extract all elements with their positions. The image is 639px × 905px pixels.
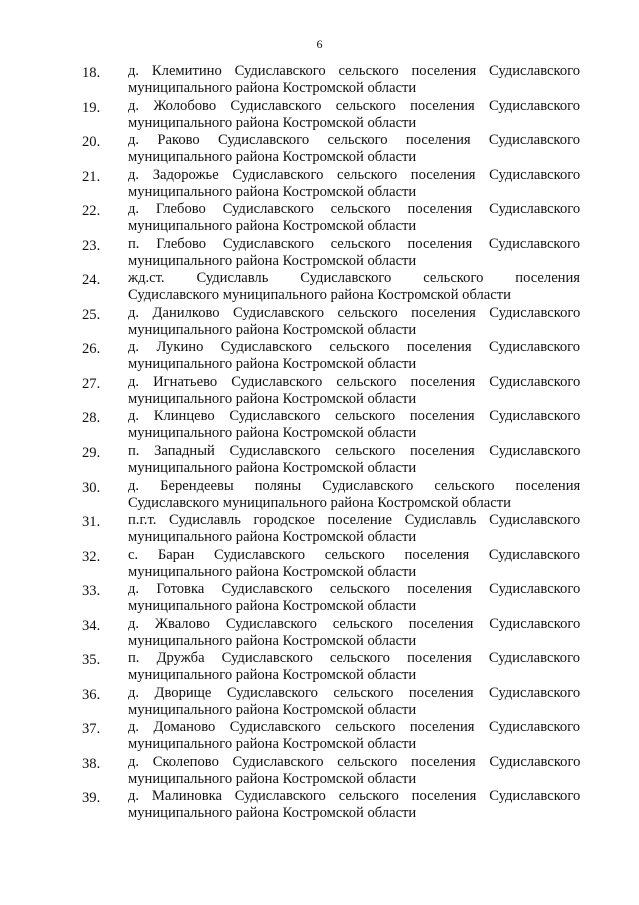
item-text-line-1: п. Дружба Судиславского сельского поселения Судиславского xyxy=(128,650,580,667)
item-text-line-1: д. Дворище Судиславского сельского поселения Судиславского xyxy=(128,684,581,701)
list-item xyxy=(0,305,639,340)
list-item xyxy=(0,478,639,513)
item-number: 30. xyxy=(82,479,101,496)
list-item xyxy=(0,788,639,823)
item-number: 27. xyxy=(82,375,101,392)
list-item xyxy=(0,754,639,789)
item-text xyxy=(128,685,580,719)
item-number: 20. xyxy=(82,134,101,151)
item-number: 24. xyxy=(82,272,101,289)
item-text xyxy=(128,98,580,132)
list-item xyxy=(0,270,639,305)
list-item xyxy=(0,547,639,582)
item-text-line-2: муниципального района Костромской области xyxy=(128,218,417,235)
list-item xyxy=(0,616,639,651)
item-text xyxy=(128,201,580,235)
item-text xyxy=(128,547,580,581)
item-text-line-1: д. Клемитино Судиславского сельского поселения Судиславского xyxy=(128,63,581,79)
item-text-line-1: д. Лукино Судиславского сельского поселения Судиславского xyxy=(128,339,581,356)
list-item xyxy=(0,98,639,133)
item-text-line-2: муниципального района Костромской области xyxy=(128,114,417,131)
item-number: 18. xyxy=(82,65,101,81)
item-text-line-1: с. Баран Судиславского сельского поселения Судиславского xyxy=(128,546,580,563)
item-number: 38. xyxy=(82,755,101,772)
list-item xyxy=(0,236,639,271)
item-text xyxy=(128,374,580,408)
item-text-line-2: муниципального района Костромской области xyxy=(128,149,417,166)
item-text xyxy=(128,339,580,373)
item-number: 21. xyxy=(82,168,101,185)
item-text xyxy=(128,132,580,166)
item-number: 37. xyxy=(82,721,101,738)
item-text xyxy=(128,719,580,753)
item-text-line-1: д. Жолобово Судиславского сельского поселения Судиславского xyxy=(128,97,581,114)
item-text-line-2: муниципального района Костромской области xyxy=(128,425,417,442)
item-text xyxy=(128,305,580,339)
list-item xyxy=(0,63,639,98)
item-number: 35. xyxy=(82,652,101,669)
item-text xyxy=(128,478,580,512)
item-text xyxy=(128,167,580,201)
item-text xyxy=(128,581,580,615)
item-text xyxy=(128,754,580,788)
item-number: 31. xyxy=(82,514,101,531)
item-text-line-1: д. Доманово Судиславского сельского поселения Судиславского xyxy=(128,719,581,736)
item-text-line-1: жд.ст. Судиславль Судиславского сельского поселения xyxy=(128,270,580,287)
item-text-line-1: п. Глебово Судиславского сельского поселения Судиславского xyxy=(128,235,580,252)
item-text-line-2: муниципального района Костромской области xyxy=(128,529,417,546)
page-number: 6 xyxy=(316,37,323,51)
item-text-line-1: п. Западный Судиславского сельского поселения Судиславского xyxy=(128,443,581,460)
item-text-line-1: д. Малиновка Судиславского сельского поселения Судиславского xyxy=(128,788,581,805)
item-text-line-2: муниципального района Костромской области xyxy=(128,80,417,96)
item-text-line-2: муниципального района Костромской области xyxy=(128,460,417,477)
list-item xyxy=(0,512,639,547)
item-text xyxy=(128,236,580,270)
item-text xyxy=(128,408,580,442)
item-number: 25. xyxy=(82,306,101,323)
item-text-line-1: д. Задорожье Судиславского сельского поселения Судиславского xyxy=(128,166,581,183)
item-text-line-2: муниципального района Костромской области xyxy=(128,770,417,787)
item-number: 22. xyxy=(82,203,101,220)
item-text-line-2: муниципального района Костромской области xyxy=(128,390,417,407)
list-item xyxy=(0,685,639,720)
settlement-list xyxy=(0,63,639,823)
item-text-line-2: муниципального района Костромской области xyxy=(128,736,417,753)
item-text-line-2: Судиславского муниципального района Костромской области xyxy=(128,494,511,511)
item-number: 32. xyxy=(82,548,101,565)
item-text-line-2: Судиславского муниципального района Костромской области xyxy=(128,287,511,304)
item-text-line-1: д. Готовка Судиславского сельского поселения Судиславского xyxy=(128,581,581,598)
item-text-line-2: муниципального района Костромской области xyxy=(128,632,417,649)
item-text-line-1: д. Данилково Судиславского сельского поселения Судиславского xyxy=(128,304,581,321)
list-item xyxy=(0,167,639,202)
item-number: 36. xyxy=(82,686,101,703)
item-text-line-1: д. Раково Судиславского сельского поселения Судиславского xyxy=(128,132,580,149)
item-text xyxy=(128,788,580,822)
item-text-line-1: д. Игнатьево Судиславского сельского поселения Судиславского xyxy=(128,373,581,390)
item-number: 34. xyxy=(82,617,101,634)
item-number: 26. xyxy=(82,341,101,358)
item-number: 33. xyxy=(82,583,101,600)
item-text xyxy=(128,63,580,97)
list-item xyxy=(0,132,639,167)
item-text xyxy=(128,443,580,477)
item-text-line-2: муниципального района Костромской области xyxy=(128,321,417,338)
item-text-line-2: муниципального района Костромской области xyxy=(128,667,417,684)
list-item xyxy=(0,339,639,374)
list-item xyxy=(0,201,639,236)
item-text-line-1: д. Клинцево Судиславского сельского поселения Судиславского xyxy=(128,408,581,425)
item-number: 29. xyxy=(82,445,101,462)
item-text-line-2: муниципального района Костромской области xyxy=(128,252,417,269)
item-text-line-2: муниципального района Костромской области xyxy=(128,183,417,200)
item-text-line-2: муниципального района Костромской области xyxy=(128,701,417,718)
item-text-line-2: муниципального района Костромской области xyxy=(128,805,417,822)
item-text xyxy=(128,650,580,684)
item-text-line-1: д. Глебово Судиславского сельского поселения Судиславского xyxy=(128,201,581,218)
item-text xyxy=(128,512,580,546)
item-text-line-1: д. Жвалово Судиславского сельского поселения Судиславского xyxy=(128,615,581,632)
item-text xyxy=(128,616,580,650)
item-number: 39. xyxy=(82,790,101,807)
item-number: 23. xyxy=(82,237,101,254)
list-item xyxy=(0,581,639,616)
item-number: 19. xyxy=(82,99,101,116)
item-text-line-1: д. Сколепово Судиславского сельского поселения Судиславского xyxy=(128,753,581,770)
list-item xyxy=(0,650,639,685)
item-text-line-2: муниципального района Костромской области xyxy=(128,356,417,373)
list-item xyxy=(0,443,639,478)
item-number: 28. xyxy=(82,410,101,427)
item-text-line-2: муниципального района Костромской области xyxy=(128,598,417,615)
list-item xyxy=(0,408,639,443)
list-item xyxy=(0,719,639,754)
item-text xyxy=(128,270,580,304)
list-item xyxy=(0,374,639,409)
item-text-line-2: муниципального района Костромской области xyxy=(128,563,417,580)
item-text-line-1: д. Берендеевы поляны Судиславского сельского поселения xyxy=(128,477,581,494)
item-text-line-1: п.г.т. Судиславль городское поселение Судиславль Судиславского xyxy=(128,512,581,529)
